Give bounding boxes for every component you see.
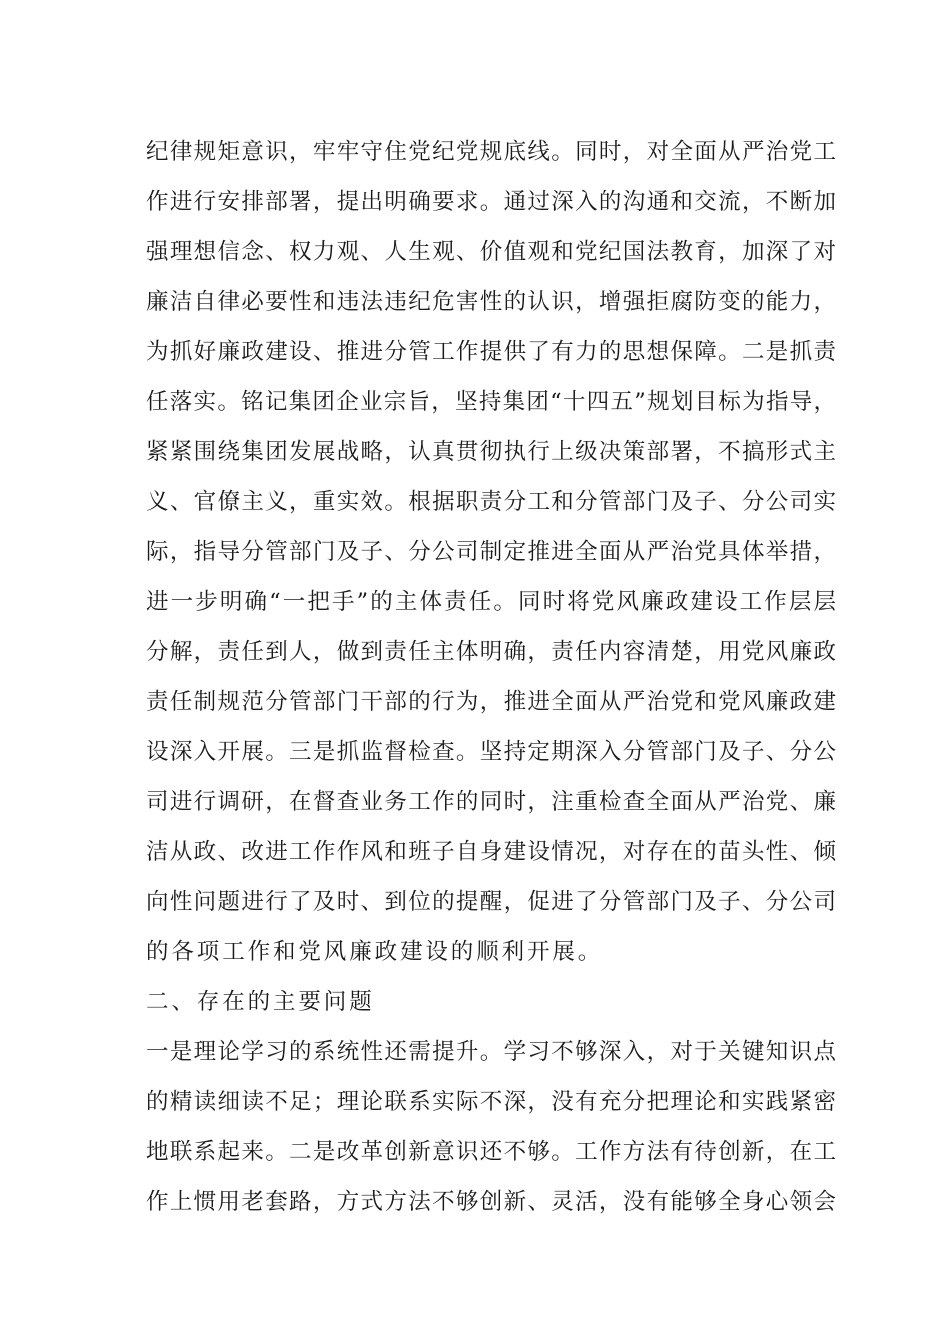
text-line: 进一步明确“一把手”的主体责任。同时将党风廉政建设工作层层 [146, 589, 836, 615]
text-line: 的精读细读不足；理论联系实际不深，没有充分把理论和实践紧密 [146, 1089, 836, 1115]
text-line: 一是理论学习的系统性还需提升。学习不够深入，对于关键知识点 [146, 1039, 836, 1065]
text-line: 义、官僚主义，重实效。根据职责分工和分管部门及子、分公司实 [146, 489, 836, 515]
section-heading: 二、存在的主要问题 [146, 989, 375, 1015]
paragraph-end-line: 的各项工作和党风廉政建设的顺利开展。 [146, 939, 604, 965]
text-line: 责任制规范分管部门干部的行为，推进全面从严治党和党风廉政建 [146, 689, 836, 715]
text-line: 廉洁自律必要性和违法违纪危害性的认识，增强拒腐防变的能力， [146, 289, 836, 315]
text-line: 向性问题进行了及时、到位的提醒，促进了分管部门及子、分公司 [146, 889, 836, 915]
text-line: 强理想信念、权力观、人生观、价值观和党纪国法教育，加深了对 [146, 239, 836, 265]
text-line: 为抓好廉政建设、推进分管工作提供了有力的思想保障。二是抓责 [146, 339, 836, 365]
text-line: 作上惯用老套路，方式方法不够创新、灵活，没有能够全身心领会 [146, 1189, 836, 1215]
text-line: 洁从政、改进工作作风和班子自身建设情况，对存在的苗头性、倾 [146, 839, 836, 865]
text-line: 纪律规矩意识，牢牢守住党纪党规底线。同时，对全面从严治党工 [146, 139, 836, 165]
text-line: 作进行安排部署，提出明确要求。通过深入的沟通和交流，不断加 [146, 189, 836, 215]
text-line: 分解，责任到人，做到责任主体明确，责任内容清楚，用党风廉政 [146, 639, 836, 665]
text-line: 际，指导分管部门及子、分公司制定推进全面从严治党具体举措， [146, 539, 836, 565]
text-line: 设深入开展。三是抓监督检查。坚持定期深入分管部门及子、分公 [146, 739, 836, 765]
text-line: 紧紧围绕集团发展战略，认真贯彻执行上级决策部署，不搞形式主 [146, 439, 836, 465]
text-line: 任落实。铭记集团企业宗旨，坚持集团“十四五”规划目标为指导， [146, 389, 836, 415]
text-line: 地联系起来。二是改革创新意识还不够。工作方法有待创新，在工 [146, 1139, 836, 1165]
text-line: 司进行调研，在督查业务工作的同时，注重检查全面从严治党、廉 [146, 789, 836, 815]
